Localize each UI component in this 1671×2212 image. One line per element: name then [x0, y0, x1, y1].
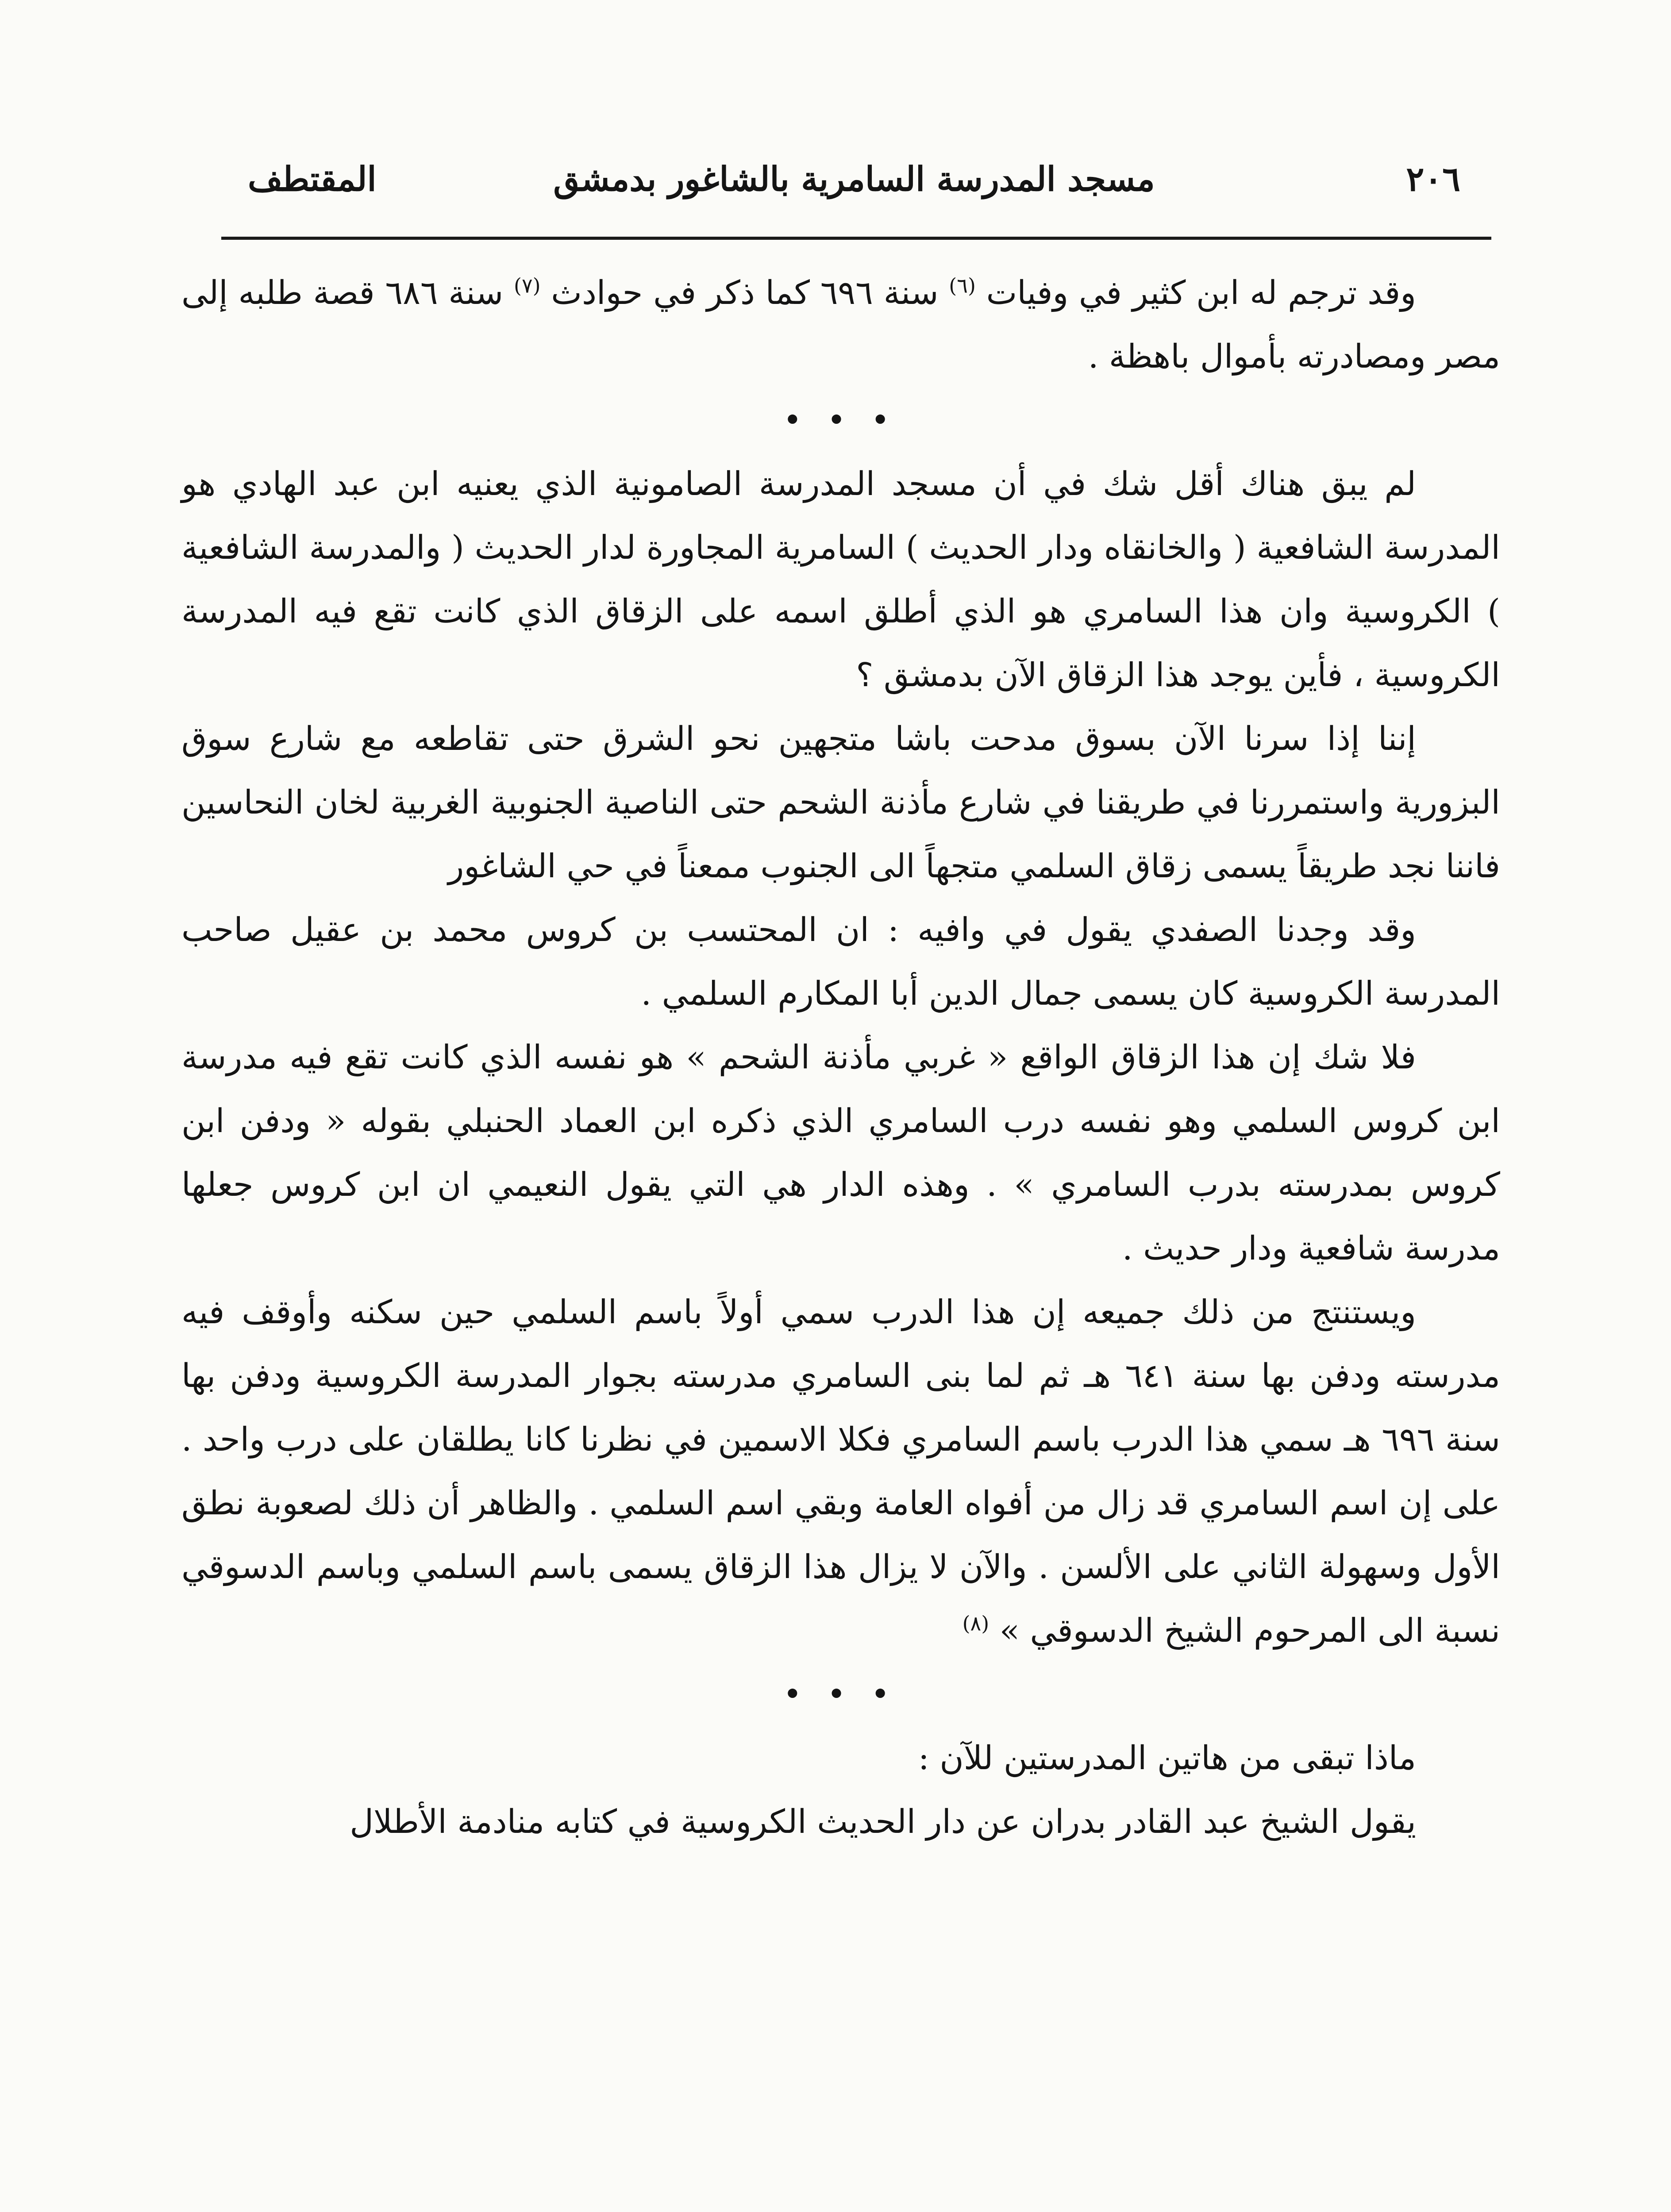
running-title: مسجد المدرسة السامرية بالشاغور بدمشق	[553, 159, 1155, 199]
running-header	[221, 150, 1487, 212]
body-paragraph: ويستنتج من ذلك جميعه إن هذا الدرب سمي أولاً باسم السلمي حين سكنه وأوقف فيه مدرسته ودفن بها سنة ٦٤١ هـ ثم لما بنى السامري مدرسته بجوار المدرسة الكروسية ودفن بها سنة ٦٩٦ هـ سمي هذا الدرب باسم السامري فكلا الاسمين في نظرنا كانا يطلقان على درب واحد . على إن اسم السامري قد زال من أفواه العامة وبقي اسم السلمي . والظاهر أن ذلك لصعوبة نطق الأول وسهولة الثاني على الألسن . والآن لا يزال هذا الزقاق يسمى باسم السلمي وباسم الدسوقي نسبة الى المرحوم الشيخ الدسوقي » $^{(٨)}$	[181, 1293, 1501, 1650]
page-number: ٢٠٦	[1406, 159, 1460, 199]
intro-paragraph: وقد ترجم له ابن كثير في وفيات $^{(٦)}$ سنة ٦٩٦ كما ذكر في حوادث $^{(٧)}$ سنة ٦٨٦ قصة طلبه إلى مصر ومصادرته بأموال باهظة .	[181, 273, 1500, 376]
section-separator: • • •	[784, 405, 898, 436]
header-rule	[221, 237, 1491, 240]
body-paragraph: إننا إذا سرنا الآن بسوق مدحت باشا متجهين نحو الشرق حتى تقاطعه مع شارع سوق البزورية واستمررنا في طريقنا في شارع مأذنة الشحم حتى الناصية الجنوبية الغربية لخان النحاسين فاننا نجد طريقاً يسمى زقاق السلمي متجهاً الى الجنوب ممعناً في حي الشاغور	[181, 720, 1500, 885]
closing-paragraph: ماذا تبقى من هاتين المدرستين للآن :	[918, 1739, 1416, 1777]
body-paragraph: لم يبق هناك أقل شك في أن مسجد المدرسة الصامونية الذي يعنيه ابن عبد الهادي هو المدرسة الشافعية ( والخانقاه ودار الحديث ) السامرية المجاورة لدار الحديث ( والمدرسة الشافعية ) الكروسية وان هذا السامري هو الذي أطلق اسمه على الزقاق الذي كانت تقع فيه المدرسة الكروسية ، فأين يوجد هذا الزقاق الآن بدمشق ؟	[181, 465, 1500, 694]
closing-paragraph: يقول الشيخ عبد القادر بدران عن دار الحديث الكروسية في كتابه منادمة الأطلال	[350, 1803, 1416, 1841]
footnote-ref-7: (٧)	[513, 273, 541, 298]
footnote-ref-8: (٨)	[962, 1611, 990, 1636]
journal-name: المقتطف	[248, 159, 377, 199]
article-body	[181, 261, 1500, 1854]
footnote-ref-6: (٦)	[949, 273, 976, 298]
body-paragraph: فلا شك إن هذا الزقاق الواقع « غربي مأذنة الشحم » هو نفسه الذي كانت تقع فيه مدرسة ابن كروس السلمي وهو نفسه درب السامري الذي ذكره ابن العماد الحنبلي بقوله « ودفن ابن كروس بمدرسته بدرب السامري » . وهذه الدار هي التي يقول النعيمي ان ابن كروس جعلها مدرسة شافعية ودار حديث .	[181, 1038, 1500, 1267]
section-separator: • • •	[784, 1679, 898, 1710]
body-paragraph: وقد وجدنا الصفدي يقول في وافيه : ان المحتسب بن كروس محمد بن عقيل صاحب المدرسة الكروسية كان يسمى جمال الدين أبا المكارم السلمي .	[181, 911, 1500, 1013]
